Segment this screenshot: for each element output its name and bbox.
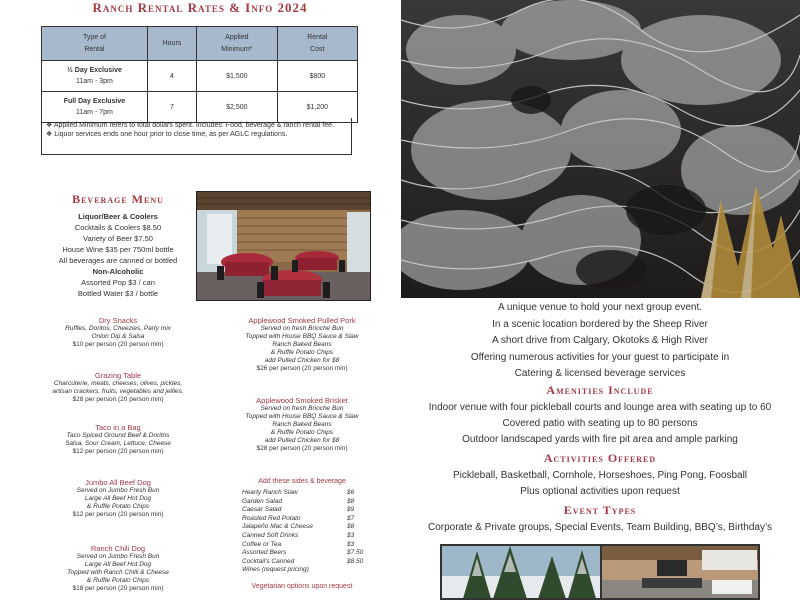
menu-item-price: $10 per person (20 person min)	[72, 341, 164, 348]
events-title: Event Types	[563, 503, 637, 517]
menu-item	[42, 316, 194, 348]
side-price: $7	[347, 514, 355, 522]
sides-row	[242, 515, 367, 524]
col-minimum: Applied Minimum*	[197, 27, 278, 61]
beverage-title: Beverage Menu	[72, 192, 164, 206]
menu-item-line: artisan crackers, fruits, vegetables and jellies.	[52, 388, 184, 395]
menu-item-line: & Ruffle Potato Chips	[270, 349, 334, 356]
bottom-photos-image	[442, 546, 760, 600]
menu-item-line: & Ruffle Potato Chips	[86, 577, 150, 584]
menu-item-price: $28 per person (20 person min)	[256, 445, 348, 452]
events-section	[400, 520, 800, 536]
side-price: $7.50	[347, 549, 364, 557]
rate-minimum: $1,500	[197, 61, 278, 92]
menu-item-title: Applewood Smoked Brisket	[256, 396, 348, 405]
sides-row	[242, 498, 367, 507]
amenity-line: Covered patio with seating up to 80 persons	[502, 418, 698, 429]
amenities-title: Amenities Include	[546, 383, 654, 397]
menu-item-title: Jumbo All Beef Dog	[85, 478, 151, 487]
sides-row	[242, 566, 367, 575]
event-line: Corporate & Private groups, Special Events, Team Building, BBQ’s, Birthday’s	[427, 522, 773, 533]
bottom-photo-strip	[440, 544, 760, 600]
rate-time: 11am - 3pm	[76, 78, 113, 85]
activities-title: Activities Offered	[543, 451, 657, 465]
menu-item-price: $12 per person (20 person min)	[72, 511, 164, 518]
side-price: $6	[347, 489, 355, 496]
menu-item-title: Grazing Table	[94, 371, 142, 380]
amenities-section	[400, 400, 800, 448]
side-name: Garden Salad	[242, 497, 283, 505]
note-line: ❖ Applied Minimum refers to total dollars spent. Includes: Food, beverage & ranch rental fee.	[46, 122, 334, 129]
intro-section	[400, 300, 800, 383]
intro-line: In a scenic location bordered by the Sheep River	[492, 318, 708, 330]
side-price: $9	[347, 506, 355, 514]
lounge-photo	[196, 191, 371, 301]
menu-item-title: Dry Snacks	[98, 316, 138, 325]
beverage-line: Cocktails & Coolers $8.50	[74, 223, 162, 232]
rate-label: Full Day Exclusive	[63, 98, 126, 105]
menu-item-title: Applewood Smoked Pulled Pork	[248, 316, 356, 325]
menu-item-line: Large All Beef Hot Dog	[84, 561, 152, 568]
activities-section	[400, 468, 800, 500]
side-price	[347, 566, 367, 575]
side-price: $8	[347, 497, 355, 505]
lounge-photo-image	[197, 192, 370, 300]
beverage-line: Liquor/Beer & Coolers	[78, 212, 158, 221]
side-price: $8.50	[347, 557, 364, 565]
sides-row	[242, 549, 367, 558]
menu-item-line: Ranch Baked Beans	[272, 421, 332, 428]
beverage-line: Bottled Water $3 / bottle	[77, 289, 159, 298]
side-name: Coffee or Tea	[242, 540, 282, 548]
side-name: Jalapeño Mac & Cheese	[242, 523, 313, 531]
side-name: Wines (request pricing)	[242, 566, 309, 574]
side-price: $3	[347, 531, 355, 539]
menu-item-line: Served on Jumbo Fresh Bun	[76, 487, 160, 494]
menu-item-line: Onion Dip & Salsa	[91, 333, 145, 340]
menu-item-line: Topped with House BBQ Sauce & Slaw	[245, 413, 359, 420]
menu-item-price: $18 per person (20 person min)	[72, 585, 164, 592]
menu-item-line: Served on fresh Brioche Bun	[260, 325, 344, 332]
sides-title: Add these sides & beverage	[258, 478, 346, 485]
activity-line: Plus optional activities upon request	[520, 486, 680, 497]
col-hours: Hours	[147, 27, 196, 61]
rate-minimum: $2,500	[197, 92, 278, 123]
sides-row	[242, 532, 367, 541]
menu-item-line: Large All Beef Hot Dog	[84, 495, 152, 502]
menu-item-price: $28 per person (20 person min)	[72, 396, 164, 403]
side-price: $3	[347, 540, 355, 548]
menu-item	[42, 423, 194, 455]
snowy-trees-image	[401, 0, 800, 298]
activity-line: Pickleball, Basketball, Cornhole, Horseshoes, Ping Pong, Foosball	[452, 470, 748, 481]
rates-notes	[41, 118, 352, 155]
menu-item-title: Taco in a Bag	[95, 423, 141, 432]
menu-item-line: Salsa, Sour Cream, Lettuce, Cheese	[65, 440, 171, 447]
intro-line: Offering numerous activities for your guest to participate in	[470, 351, 730, 363]
intro-line: A unique venue to hold your next group event.	[497, 302, 703, 313]
menu-item-price: $12 per person (20 person min)	[72, 448, 164, 455]
rate-time: 11am - 7pm	[76, 109, 113, 116]
beverage-line: House Wine $35 per 750ml bottle	[62, 245, 174, 254]
beverage-line: All beverages are canned or bottled	[58, 256, 178, 265]
sides-row	[242, 558, 367, 567]
sides-row	[242, 506, 367, 515]
intro-line: Catering & licensed beverage services	[514, 368, 686, 379]
side-name: Roasted Red Potato	[242, 514, 301, 522]
menu-item-line: Served on fresh Brioche Bun	[260, 405, 344, 412]
menu-item-price: $26 per person (20 person min)	[256, 365, 348, 372]
col-type: Type of Rental	[42, 27, 148, 61]
intro-line: A short drive from Calgary, Okotoks & High River	[492, 335, 708, 346]
rate-hours: 7	[147, 92, 196, 123]
side-price: $8	[347, 523, 355, 531]
rates-table	[41, 26, 358, 123]
snowy-trees-photo	[401, 0, 800, 298]
menu-item	[42, 371, 194, 403]
menu-item-line: Taco Spiced Ground Beef & Doritos	[66, 432, 170, 439]
col-cost: Rental Cost	[277, 27, 357, 61]
sides-list	[242, 489, 367, 575]
menu-item-line: Served on Jumbo Fresh Bun	[76, 553, 160, 560]
beverage-line: Variety of Beer $7.50	[83, 234, 153, 243]
beverage-line: Assorted Pop $3 / can	[81, 278, 155, 287]
rate-name	[42, 61, 148, 92]
rate-hours: 4	[147, 61, 196, 92]
rate-cost: $1,200	[277, 92, 357, 123]
beverage-list	[42, 211, 194, 299]
note-line: ❖ Liquor services ends one hour prior to close time, as per AGLC regulations.	[46, 131, 288, 138]
menu-item	[42, 544, 194, 592]
menu-item-line: add Pulled Chicken for $8	[264, 357, 340, 364]
sides-section	[222, 478, 382, 485]
beverage-line: Non-Alcoholic	[92, 267, 144, 276]
amenity-line: Indoor venue with four pickleball courts and lounge area with seating up to 60	[428, 402, 772, 413]
menu-item-line: & Ruffle Potato Chips	[270, 429, 334, 436]
menu-item	[42, 478, 194, 518]
sides-row	[242, 541, 367, 550]
rate-label: ½ Day Exclusive	[67, 67, 122, 74]
menu-item-line: Ranch Baked Beans	[272, 341, 332, 348]
amenity-line: Outdoor landscaped yards with fire pit area and ample parking	[462, 434, 738, 445]
side-name: Hearty Ranch Slaw	[242, 489, 298, 496]
menu-item	[222, 396, 382, 452]
page-title: Ranch Rental Rates & Info 2024	[92, 0, 308, 15]
menu-item-line: Ruffles, Doritos, Cheezies, Party mix	[65, 325, 171, 332]
sides-row	[242, 489, 367, 498]
menu-item-line: & Ruffle Potato Chips	[86, 503, 150, 510]
menu-item	[222, 316, 382, 372]
rate-cost: $800	[277, 61, 357, 92]
side-name: Caesar Salad	[242, 506, 282, 514]
side-name: Assorted Beers	[242, 549, 287, 557]
vegetarian-note: Vegetarian options upon request	[251, 583, 353, 590]
menu-item-title: Ranch Chili Dog	[90, 544, 146, 553]
menu-item-line: Topped with Ranch Chilli & Cheese	[67, 569, 169, 576]
side-name: Canned Soft Drinks	[242, 531, 299, 539]
table-row	[42, 61, 358, 92]
menu-item-line: add Pulled Chicken for $8	[264, 437, 340, 444]
sides-row	[242, 523, 367, 532]
side-name: Cocktail's Canned	[242, 557, 295, 565]
menu-item-line: Topped with House BBQ Sauce & Slaw	[245, 333, 359, 340]
menu-item-line: Charcuterie, meats, cheeses, olives, pickles,	[53, 380, 183, 387]
